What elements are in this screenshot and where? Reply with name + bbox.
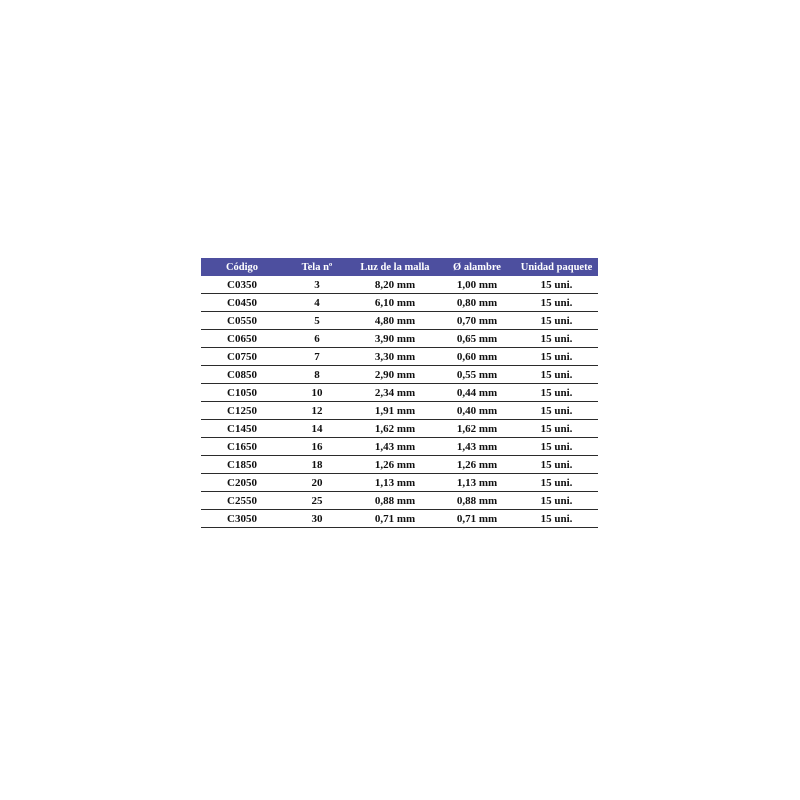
cell-diametro-alambre: 0,70 mm [439, 312, 515, 330]
table-row [201, 474, 598, 492]
table-row [201, 348, 598, 366]
table-row [201, 420, 598, 438]
cell-luz-malla: 0,88 mm [351, 492, 439, 510]
cell-unidad-paquete: 15 uni. [515, 510, 598, 528]
table-row [201, 330, 598, 348]
cell-tela: 4 [283, 294, 351, 312]
cell-unidad-paquete: 15 uni. [515, 384, 598, 402]
cell-unidad-paquete: 15 uni. [515, 420, 598, 438]
cell-unidad-paquete: 15 uni. [515, 474, 598, 492]
cell-diametro-alambre: 1,00 mm [439, 276, 515, 294]
cell-unidad-paquete: 15 uni. [515, 348, 598, 366]
cell-luz-malla: 6,10 mm [351, 294, 439, 312]
table-body [201, 276, 598, 528]
cell-tela: 12 [283, 402, 351, 420]
specifications-table-container [201, 258, 598, 528]
cell-codigo: C2050 [201, 474, 283, 492]
table-row [201, 438, 598, 456]
cell-unidad-paquete: 15 uni. [515, 402, 598, 420]
cell-tela: 20 [283, 474, 351, 492]
cell-codigo: C1050 [201, 384, 283, 402]
cell-luz-malla: 8,20 mm [351, 276, 439, 294]
cell-tela: 6 [283, 330, 351, 348]
cell-unidad-paquete: 15 uni. [515, 276, 598, 294]
cell-luz-malla: 4,80 mm [351, 312, 439, 330]
cell-luz-malla: 1,91 mm [351, 402, 439, 420]
cell-codigo: C3050 [201, 510, 283, 528]
cell-luz-malla: 0,71 mm [351, 510, 439, 528]
cell-codigo: C0850 [201, 366, 283, 384]
cell-diametro-alambre: 0,55 mm [439, 366, 515, 384]
cell-codigo: C0750 [201, 348, 283, 366]
cell-tela: 3 [283, 276, 351, 294]
table-row [201, 456, 598, 474]
table-row [201, 366, 598, 384]
cell-tela: 25 [283, 492, 351, 510]
cell-diametro-alambre: 0,65 mm [439, 330, 515, 348]
cell-codigo: C2550 [201, 492, 283, 510]
cell-tela: 8 [283, 366, 351, 384]
cell-diametro-alambre: 1,43 mm [439, 438, 515, 456]
column-header-unidad-paquete: Unidad paquete [520, 261, 593, 273]
cell-tela: 16 [283, 438, 351, 456]
cell-diametro-alambre: 0,44 mm [439, 384, 515, 402]
cell-unidad-paquete: 15 uni. [515, 312, 598, 330]
cell-luz-malla: 3,90 mm [351, 330, 439, 348]
table-row [201, 312, 598, 330]
column-header-luz-malla: Luz de la malla [360, 261, 430, 273]
table-row [201, 276, 598, 294]
cell-unidad-paquete: 15 uni. [515, 438, 598, 456]
cell-unidad-paquete: 15 uni. [515, 492, 598, 510]
cell-diametro-alambre: 1,62 mm [439, 420, 515, 438]
cell-tela: 5 [283, 312, 351, 330]
table-row [201, 384, 598, 402]
cell-codigo: C1850 [201, 456, 283, 474]
column-header-tela: Tela nº [301, 261, 333, 273]
cell-unidad-paquete: 15 uni. [515, 330, 598, 348]
cell-codigo: C0350 [201, 276, 283, 294]
cell-tela: 7 [283, 348, 351, 366]
cell-tela: 30 [283, 510, 351, 528]
cell-codigo: C0650 [201, 330, 283, 348]
table-row [201, 510, 598, 528]
cell-tela: 18 [283, 456, 351, 474]
cell-luz-malla: 1,26 mm [351, 456, 439, 474]
cell-codigo: C1450 [201, 420, 283, 438]
cell-codigo: C0450 [201, 294, 283, 312]
table-header [201, 258, 598, 276]
cell-luz-malla: 3,30 mm [351, 348, 439, 366]
table-row [201, 402, 598, 420]
column-header-diametro-alambre: Ø alambre [453, 261, 501, 273]
table-row [201, 492, 598, 510]
cell-luz-malla: 2,90 mm [351, 366, 439, 384]
cell-unidad-paquete: 15 uni. [515, 456, 598, 474]
table-row [201, 294, 598, 312]
cell-luz-malla: 1,62 mm [351, 420, 439, 438]
cell-tela: 10 [283, 384, 351, 402]
specifications-table [201, 258, 598, 528]
cell-codigo: C1250 [201, 402, 283, 420]
cell-diametro-alambre: 0,60 mm [439, 348, 515, 366]
cell-luz-malla: 1,43 mm [351, 438, 439, 456]
cell-luz-malla: 1,13 mm [351, 474, 439, 492]
cell-diametro-alambre: 0,71 mm [439, 510, 515, 528]
cell-unidad-paquete: 15 uni. [515, 294, 598, 312]
cell-codigo: C1650 [201, 438, 283, 456]
cell-unidad-paquete: 15 uni. [515, 366, 598, 384]
cell-diametro-alambre: 1,13 mm [439, 474, 515, 492]
cell-codigo: C0550 [201, 312, 283, 330]
cell-diametro-alambre: 0,80 mm [439, 294, 515, 312]
cell-diametro-alambre: 1,26 mm [439, 456, 515, 474]
column-header-codigo: Código [225, 261, 259, 273]
table-header-row [201, 258, 598, 276]
cell-luz-malla: 2,34 mm [351, 384, 439, 402]
cell-diametro-alambre: 0,40 mm [439, 402, 515, 420]
cell-tela: 14 [283, 420, 351, 438]
cell-diametro-alambre: 0,88 mm [439, 492, 515, 510]
